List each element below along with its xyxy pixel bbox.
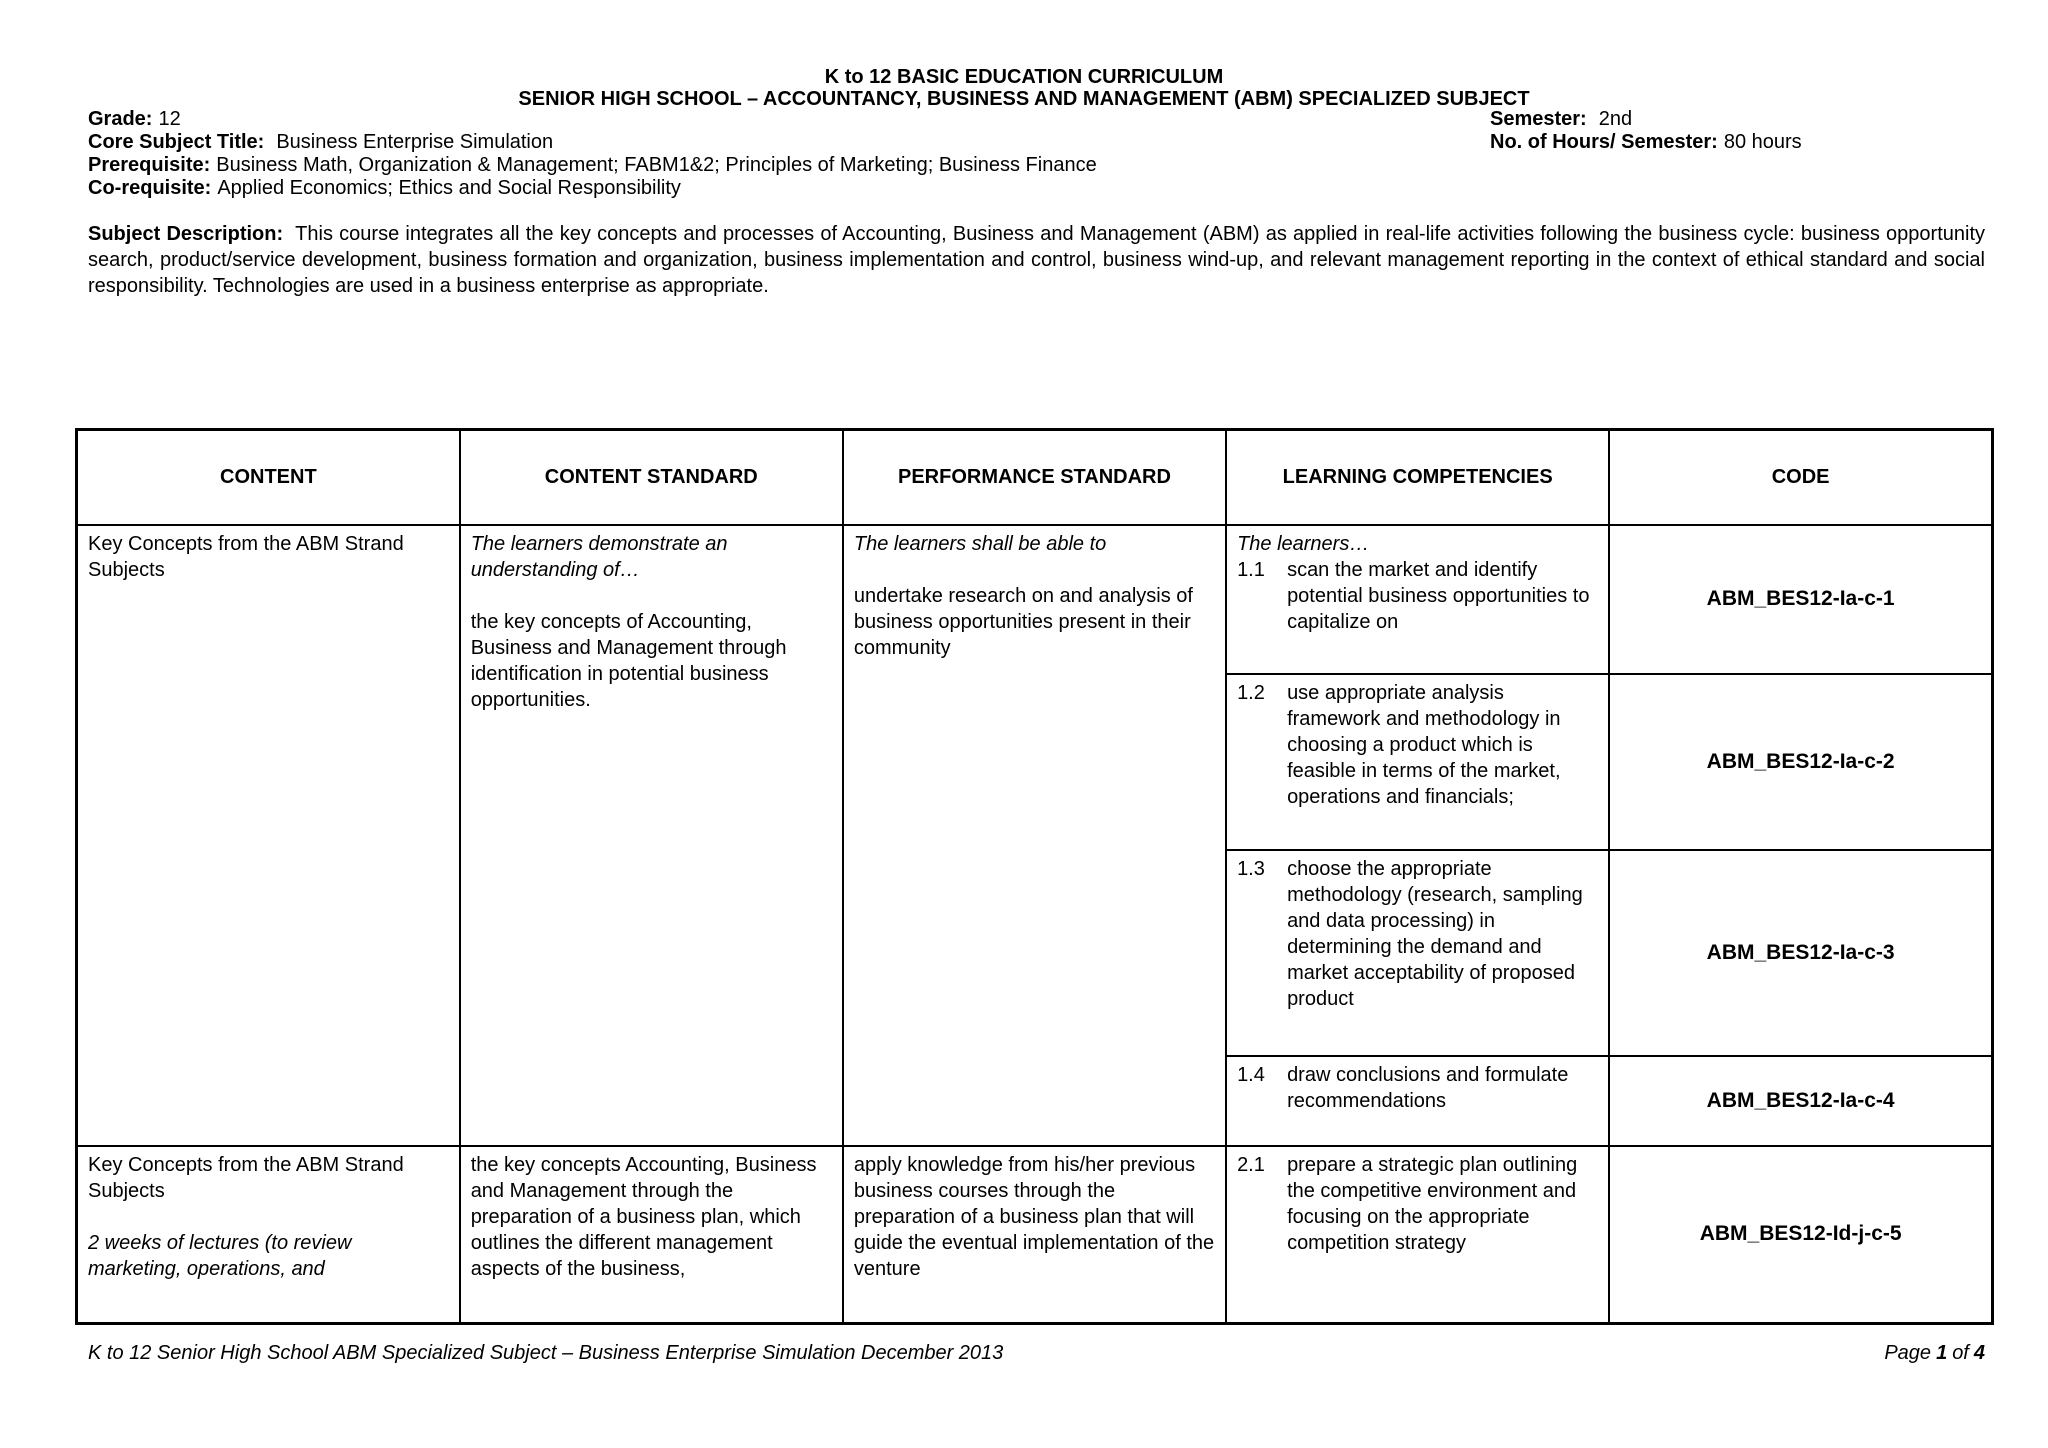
competency-cell-2-1 (1226, 1146, 1609, 1324)
competency-number: 1.4 (1237, 1063, 1265, 1086)
footer-page-total: 4 (1973, 1342, 1985, 1364)
meta-row-corequisite (88, 177, 1993, 200)
performance-standard-cell-group2 (843, 1146, 1226, 1324)
code-value: ABM_BES12-Ia-c-3 (1706, 940, 1895, 964)
code-cell-1-1 (1609, 525, 1992, 674)
competency-item (1237, 680, 1598, 810)
grade-value: 12 (158, 108, 181, 130)
competency-text: draw conclusions and formulate recommendations (1287, 1063, 1569, 1112)
core-subject-value: Business Enterprise Simulation (276, 131, 554, 153)
competency-number: 1.2 (1237, 681, 1265, 704)
col-header-learning-competencies: LEARNING COMPETENCIES (1226, 430, 1609, 525)
meta-row-prerequisite (88, 154, 1993, 177)
performance-standard-body: apply knowledge from his/her previous business courses through the preparation of a business plan that will guide the eventual implementation of the venture (853, 1153, 1215, 1280)
code-cell-1-4 (1609, 1056, 1992, 1146)
semester-label: Semester: (1490, 108, 1587, 130)
col-header-performance-standard: PERFORMANCE STANDARD (843, 430, 1226, 525)
footer-of-label: of (1952, 1342, 1969, 1364)
performance-standard-cell-group1 (843, 525, 1226, 1146)
grade-label: Grade: (88, 108, 153, 130)
competency-item (1237, 557, 1598, 635)
document-title (0, 66, 2048, 110)
prerequisite-value: Business Math, Organization & Management; FABM1&2; Principles of Marketing; Business Finance (216, 154, 1097, 176)
content-cell-group2 (77, 1146, 460, 1324)
page-footer (88, 1342, 1985, 1365)
code-value: ABM_BES12-Ia-c-1 (1706, 587, 1895, 610)
performance-standard-body: undertake research on and analysis of business opportunities present in their community (853, 584, 1193, 659)
code-cell-1-2 (1609, 674, 1992, 850)
competency-number: 2.1 (1237, 1153, 1265, 1176)
footer-page-label: Page (1884, 1342, 1932, 1364)
content-standard-body: the key concepts of Accounting, Business and Management through identification in potential business opportunities. (470, 610, 787, 711)
content-text: Key Concepts from the ABM Strand Subjects (88, 532, 404, 581)
competency-item (1237, 856, 1598, 1012)
footer-document-title: K to 12 Senior High School ABM Specialized Subject – Business Enterprise Simulation December 2013 (88, 1342, 1004, 1364)
content-text: Key Concepts from the ABM Strand Subjects (88, 1153, 404, 1202)
content-standard-cell-group2 (460, 1146, 843, 1324)
competency-cell-1-1 (1226, 525, 1609, 674)
competency-text: prepare a strategic plan outlining the competitive environment and focusing on the appropriate competition strategy (1287, 1153, 1578, 1254)
core-subject-label: Core Subject Title: (88, 131, 265, 153)
content-note: 2 weeks of lectures (to review marketing, operations, and (88, 1231, 352, 1280)
meta-row-hours (1490, 131, 1802, 154)
meta-row-grade (88, 108, 1993, 131)
meta-row-core-subject (88, 131, 1993, 154)
col-header-content: CONTENT (77, 430, 460, 525)
curriculum-table-wrapper (75, 428, 1994, 1325)
competency-item (1237, 1152, 1598, 1256)
subject-description-label: Subject Description: (88, 223, 284, 245)
subject-description (88, 221, 1985, 299)
competency-number: 1.1 (1237, 558, 1265, 581)
competency-cell-1-2 (1226, 674, 1609, 850)
corequisite-value: Applied Economics; Ethics and Social Responsibility (217, 177, 681, 199)
competency-cell-1-3 (1226, 850, 1609, 1056)
content-standard-body: the key concepts Accounting, Business and Management through the preparation of a business plan, which outlines the different management aspects of the business, (470, 1153, 817, 1280)
code-value: ABM_BES12-Ia-c-4 (1706, 1088, 1895, 1112)
content-cell-group1 (77, 525, 460, 1146)
semester-value: 2nd (1598, 108, 1633, 130)
col-header-code: CODE (1609, 430, 1992, 525)
competency-text: use appropriate analysis framework and methodology in choosing a product which is feasible in terms of the market, operations and financials; (1287, 681, 1561, 808)
competency-cell-1-4 (1226, 1056, 1609, 1146)
code-value: ABM_BES12-Ia-c-2 (1706, 749, 1895, 773)
competency-text: scan the market and identify potential business opportunities to capitalize on (1287, 558, 1590, 633)
corequisite-label: Co-requisite: (88, 177, 212, 199)
table-row (77, 525, 1993, 674)
competency-text: choose the appropriate methodology (research, sampling and data processing) in determining the demand and market acceptability of proposed product (1287, 857, 1583, 1010)
curriculum-table (75, 428, 1994, 1325)
meta-block (88, 108, 1993, 200)
prerequisite-label: Prerequisite: (88, 154, 211, 176)
table-row (77, 1146, 1993, 1324)
code-cell-2-1 (1609, 1146, 1992, 1324)
content-standard-cell-group1 (460, 525, 843, 1146)
subject-description-text: This course integrates all the key concepts and processes of Accounting, Business and Management (ABM) as applied in real-life activities following the business cycle: business opportunity search, product/service development, business formation and organization, business implementation and control, business wind-up, and relevant management reporting in the context of ethical standard and social responsibility. Technologies are used in a business enterprise as appropriate. (88, 223, 1985, 297)
hours-value: 80 hours (1723, 131, 1802, 153)
hours-label: No. of Hours/ Semester: (1490, 131, 1718, 153)
table-header-row (77, 430, 1993, 525)
code-cell-1-3 (1609, 850, 1992, 1056)
footer-page-indicator (1884, 1342, 1985, 1365)
col-header-content-standard: CONTENT STANDARD (460, 430, 843, 525)
competency-number: 1.3 (1237, 857, 1265, 880)
content-standard-intro: The learners demonstrate an understanding of… (470, 532, 728, 581)
competencies-intro: The learners… (1237, 532, 1370, 555)
document-title-line1: K to 12 BASIC EDUCATION CURRICULUM (824, 66, 1224, 88)
code-value: ABM_BES12-Id-j-c-5 (1699, 1222, 1902, 1246)
performance-standard-intro: The learners shall be able to (853, 532, 1107, 555)
meta-row-semester (1490, 108, 1632, 131)
competency-item (1237, 1062, 1598, 1114)
document-title-line2: SENIOR HIGH SCHOOL – ACCOUNTANCY, BUSINESS AND MANAGEMENT (ABM) SPECIALIZED SUBJECT (518, 88, 1530, 110)
footer-page-number: 1 (1936, 1342, 1948, 1364)
